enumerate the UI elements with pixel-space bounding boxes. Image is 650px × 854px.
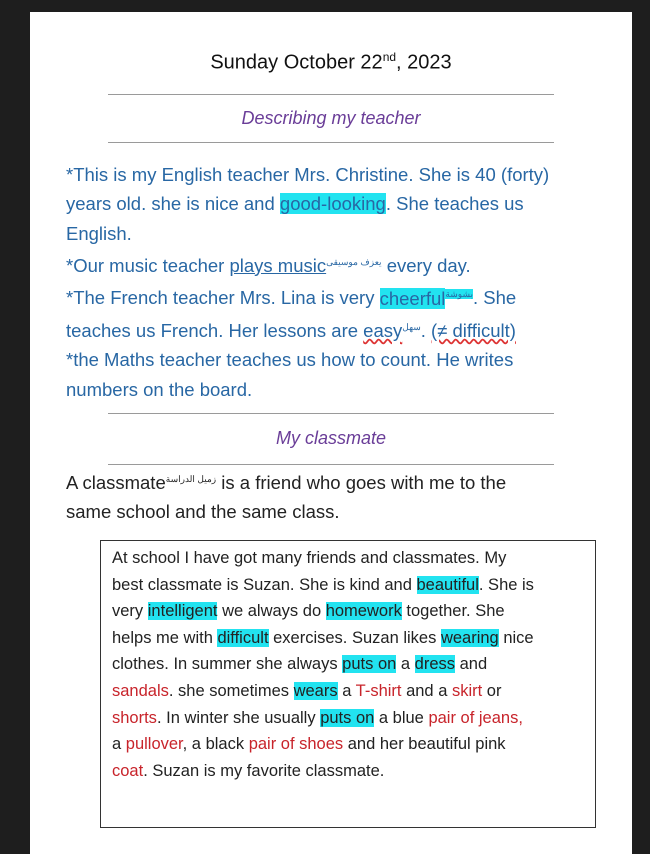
text-line <box>112 572 595 599</box>
text-line <box>112 758 595 785</box>
text-span: *Our music teacher <box>66 255 230 277</box>
text-span: . In winter she usually <box>156 708 321 727</box>
date-line <box>30 50 632 75</box>
text-line <box>66 219 606 248</box>
text-line <box>112 678 595 705</box>
text-span: . She <box>472 287 517 309</box>
text-span: helps me with <box>112 628 218 647</box>
text-line <box>66 375 606 404</box>
highlighted-word: good-looking <box>279 193 386 215</box>
clothing-word: coat <box>112 761 144 780</box>
text-span: . She teaches us <box>385 193 524 215</box>
text-span: A classmate <box>66 472 166 494</box>
highlighted-word: puts on <box>342 655 397 674</box>
highlighted-word: intelligent <box>147 602 218 621</box>
text-line <box>112 705 595 732</box>
text-span: . Suzan is my favorite classmate. <box>143 761 385 780</box>
text-span: and her beautiful pink <box>343 735 506 754</box>
text-span: very <box>112 602 148 621</box>
clothing-word: pair of shoes <box>248 735 344 754</box>
text-span: a <box>396 655 415 674</box>
highlighted-word: dress <box>414 655 456 674</box>
text-span: together. She <box>401 602 505 621</box>
text-span: teaches us French. Her lessons are <box>66 319 364 341</box>
heading-my-classmate: My classmate <box>275 428 387 448</box>
arabic-gloss: يعزف موسيقى <box>326 256 382 267</box>
text-span: a <box>337 681 356 700</box>
text-span: we always do <box>217 602 326 621</box>
underlined-word: easy <box>363 319 403 341</box>
text-line <box>112 731 595 758</box>
text-span: *the Maths teacher teaches us how to count. He writes <box>66 349 514 371</box>
text-line <box>66 248 606 280</box>
arabic-gloss: سهل <box>402 321 421 332</box>
text-span: nice <box>498 628 534 647</box>
text-span: and a <box>401 681 452 700</box>
text-span: clothes. In summer she always <box>112 655 343 674</box>
highlighted-word: homework <box>325 602 402 621</box>
highlighted-word: puts on <box>320 708 375 727</box>
text-line <box>66 280 606 312</box>
heading-describing-teacher: Describing my teacher <box>241 108 421 128</box>
document-page <box>30 12 632 854</box>
text-span: . <box>420 319 432 341</box>
text-span: a <box>112 735 126 754</box>
text-span: a blue <box>374 708 429 727</box>
date-text: Sunday October 22 <box>210 51 383 74</box>
text-line <box>112 625 595 652</box>
text-span: numbers on the board. <box>66 378 253 400</box>
underlined-phrase: plays music <box>229 255 327 277</box>
text-span: . She is <box>478 575 534 594</box>
text-span: or <box>482 681 502 700</box>
highlighted-word: wears <box>293 681 338 700</box>
highlighted-word: wearing <box>440 628 499 647</box>
text-line <box>112 545 595 572</box>
text-line <box>66 189 606 218</box>
arabic-gloss: بشوشة <box>445 289 473 300</box>
divider <box>108 142 554 143</box>
text-line <box>66 465 606 497</box>
text-span: best classmate is Suzan. She is kind and <box>112 575 417 594</box>
teachers-paragraph <box>66 160 606 404</box>
text-line <box>66 160 606 189</box>
arabic-gloss: زميل الدراسة <box>165 474 217 484</box>
clothing-word: sandals <box>112 681 169 700</box>
clothing-word: pullover <box>125 735 183 754</box>
text-span: is a friend who goes with me to the <box>216 472 507 494</box>
text-span: same school and the same class. <box>66 501 340 523</box>
clothing-word: shorts <box>112 708 157 727</box>
text-span: years old. she is nice and <box>66 193 280 215</box>
text-line <box>112 598 595 625</box>
text-line <box>66 345 606 374</box>
clothing-word: pair of jeans, <box>428 708 523 727</box>
text-span: and <box>455 655 488 674</box>
text-span: every day. <box>381 255 471 277</box>
text-span: At school I have got many friends and classmates. My <box>112 549 507 567</box>
clothing-word: T-shirt <box>355 681 402 700</box>
highlighted-word: beautiful <box>416 575 479 594</box>
date-suffix: nd <box>382 50 397 64</box>
divider <box>108 94 554 95</box>
text-span: English. <box>66 222 132 244</box>
clothing-word: skirt <box>451 681 483 700</box>
highlighted-word: difficult <box>217 628 269 647</box>
text-span: *The French teacher Mrs. Lina is very <box>66 287 380 309</box>
date-year: , 2023 <box>396 51 452 74</box>
text-span: . she sometimes <box>168 681 294 700</box>
text-span: *This is my English teacher Mrs. Christine. She is 40 (forty) <box>66 164 550 185</box>
divider <box>108 413 554 414</box>
classmate-definition <box>66 465 606 527</box>
text-span: exercises. Suzan likes <box>268 628 441 647</box>
highlighted-word: cheerful <box>379 287 446 309</box>
text-line <box>112 651 595 678</box>
classmate-text-box <box>100 540 596 828</box>
text-span: , a black <box>182 735 249 754</box>
text-line <box>66 497 606 526</box>
antonym-note: (≠ difficult) <box>431 319 516 341</box>
text-line <box>66 313 606 345</box>
